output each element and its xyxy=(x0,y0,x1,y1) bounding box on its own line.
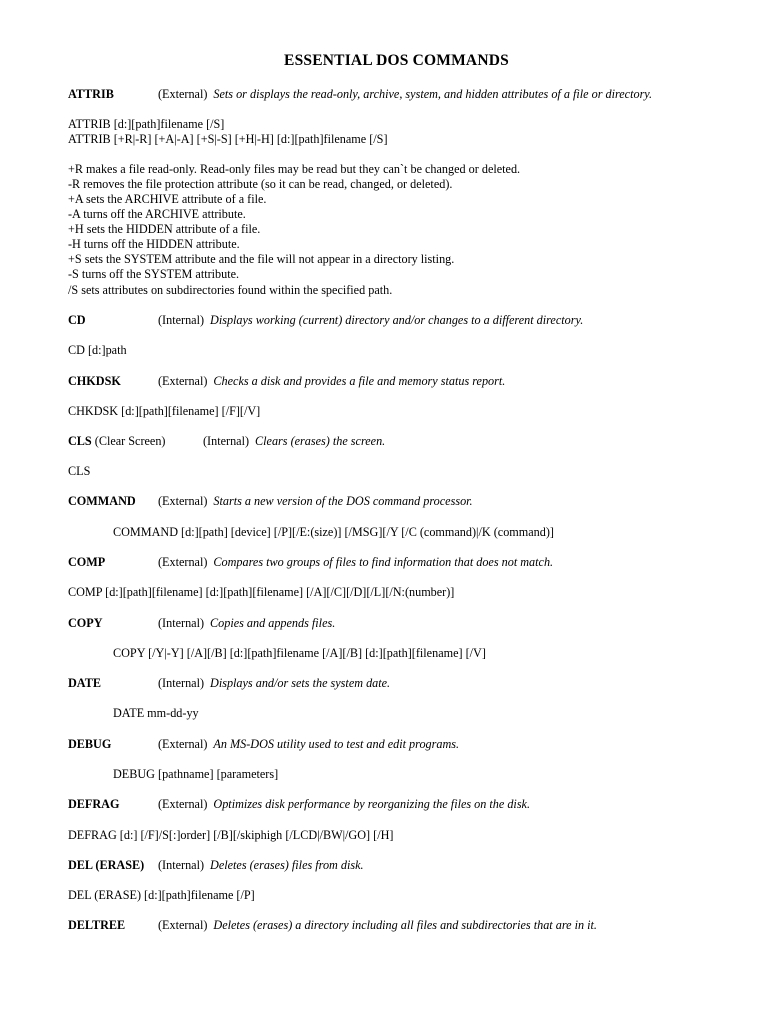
command-name-debug: DEBUG xyxy=(68,737,112,751)
command-kind-comp: (External) xyxy=(158,555,208,569)
command-name-cls: CLS (Clear Screen) xyxy=(68,434,166,448)
command-kind-attrib: (External) xyxy=(158,87,208,101)
command-name-del: DEL (ERASE) xyxy=(68,858,145,872)
attrib-note-9: /S sets attributes on subdirectories found within the specified path. xyxy=(68,283,393,297)
command-entry-del xyxy=(158,858,364,873)
command-entry-date xyxy=(158,676,390,691)
command-desc-cd: Displays working (current) directory and/or changes to a different directory. xyxy=(210,313,584,327)
attrib-note-4: -A turns off the ARCHIVE attribute. xyxy=(68,207,246,221)
syntax-attrib-1: ATTRIB [d:][path]filename [/S] xyxy=(68,117,225,131)
command-entry-cls xyxy=(203,434,385,449)
attrib-note-6: -H turns off the HIDDEN attribute. xyxy=(68,237,240,251)
command-desc-date: Displays and/or sets the system date. xyxy=(210,676,391,690)
syntax-cls: CLS xyxy=(68,464,91,478)
command-entry-cd xyxy=(158,313,583,328)
command-desc-deltree: Deletes (erases) a directory including all files and subdirectories that are in it. xyxy=(213,918,597,932)
command-kind-defrag: (External) xyxy=(158,797,208,811)
command-kind-del: (Internal) xyxy=(158,858,205,872)
command-entry-deltree xyxy=(158,918,597,933)
attrib-note-1: +R makes a file read-only. Read-only files may be read but they can`t be changed or deleted. xyxy=(68,162,521,176)
command-entry-defrag xyxy=(158,797,530,812)
syntax-copy: COPY [/Y|-Y] [/A][/B] [d:][path]filename [/A][/B] [d:][path][filename] [/V] xyxy=(113,646,486,660)
attrib-note-8: -S turns off the SYSTEM attribute. xyxy=(68,267,240,281)
command-note-cls: (Clear Screen) xyxy=(91,434,166,448)
command-name-chkdsk: CHKDSK xyxy=(68,374,121,388)
syntax-debug: DEBUG [pathname] [parameters] xyxy=(113,767,279,781)
command-name-attrib: ATTRIB xyxy=(68,87,114,101)
attrib-note-5: +H sets the HIDDEN attribute of a file. xyxy=(68,222,261,236)
command-desc-defrag: Optimizes disk performance by reorganizing the files on the disk. xyxy=(213,797,531,811)
command-kind-deltree: (External) xyxy=(158,918,208,932)
command-kind-cd: (Internal) xyxy=(158,313,205,327)
command-desc-copy: Copies and appends files. xyxy=(210,616,336,630)
command-desc-comp: Compares two groups of files to find information that does not match. xyxy=(213,555,554,569)
command-entry-command xyxy=(158,494,473,509)
syntax-attrib-2: ATTRIB [+R|-R] [+A|-A] [+S|-S] [+H|-H] [d:][path]filename [/S] xyxy=(68,132,388,146)
command-entry-debug xyxy=(158,737,459,752)
command-entry-copy xyxy=(158,616,335,631)
command-desc-chkdsk: Checks a disk and provides a file and memory status report. xyxy=(213,374,506,388)
syntax-del: DEL (ERASE) [d:][path]filename [/P] xyxy=(68,888,255,902)
command-kind-chkdsk: (External) xyxy=(158,374,208,388)
attrib-note-7: +S sets the SYSTEM attribute and the file will not appear in a directory listing. xyxy=(68,252,455,266)
command-desc-cls: Clears (erases) the screen. xyxy=(255,434,386,448)
syntax-cd: CD [d:]path xyxy=(68,343,127,357)
command-name-deltree: DELTREE xyxy=(68,918,126,932)
syntax-command: COMMAND [d:][path] [device] [/P][/E:(size)] [/MSG][/Y [/C (command)|/K (command)] xyxy=(113,525,554,539)
command-name-copy: COPY xyxy=(68,616,103,630)
command-entry-chkdsk xyxy=(158,374,505,389)
syntax-chkdsk: CHKDSK [d:][path][filename] [/F][/V] xyxy=(68,404,261,418)
document-title: ESSENTIAL DOS COMMANDS xyxy=(284,52,509,69)
command-name-comp: COMP xyxy=(68,555,106,569)
attrib-note-3: +A sets the ARCHIVE attribute of a file. xyxy=(68,192,267,206)
command-kind-cls: (Internal) xyxy=(203,434,250,448)
command-name-defrag: DEFRAG xyxy=(68,797,120,811)
command-desc-attrib: Sets or displays the read-only, archive, system, and hidden attributes of a file or directory. xyxy=(213,87,653,101)
command-kind-copy: (Internal) xyxy=(158,616,205,630)
syntax-date: DATE mm-dd-yy xyxy=(113,706,199,720)
command-kind-debug: (External) xyxy=(158,737,208,751)
command-entry-attrib xyxy=(158,87,652,102)
command-name-cd: CD xyxy=(68,313,86,327)
syntax-defrag: DEFRAG [d:] [/F]/S[:]order] [/B][/skiphigh [/LCD|/BW|/GO] [/H] xyxy=(68,828,394,842)
command-name-command: COMMAND xyxy=(68,494,136,508)
command-kind-date: (Internal) xyxy=(158,676,205,690)
command-entry-comp xyxy=(158,555,553,570)
syntax-comp: COMP [d:][path][filename] [d:][path][filename] [/A][/C][/D][/L][/N:(number)] xyxy=(68,585,455,599)
attrib-note-2: -R removes the file protection attribute (so it can be read, changed, or deleted). xyxy=(68,177,453,191)
command-name-date: DATE xyxy=(68,676,101,690)
command-desc-debug: An MS-DOS utility used to test and edit programs. xyxy=(213,737,460,751)
command-desc-del: Deletes (erases) files from disk. xyxy=(210,858,364,872)
command-desc-command: Starts a new version of the DOS command processor. xyxy=(213,494,473,508)
command-kind-command: (External) xyxy=(158,494,208,508)
